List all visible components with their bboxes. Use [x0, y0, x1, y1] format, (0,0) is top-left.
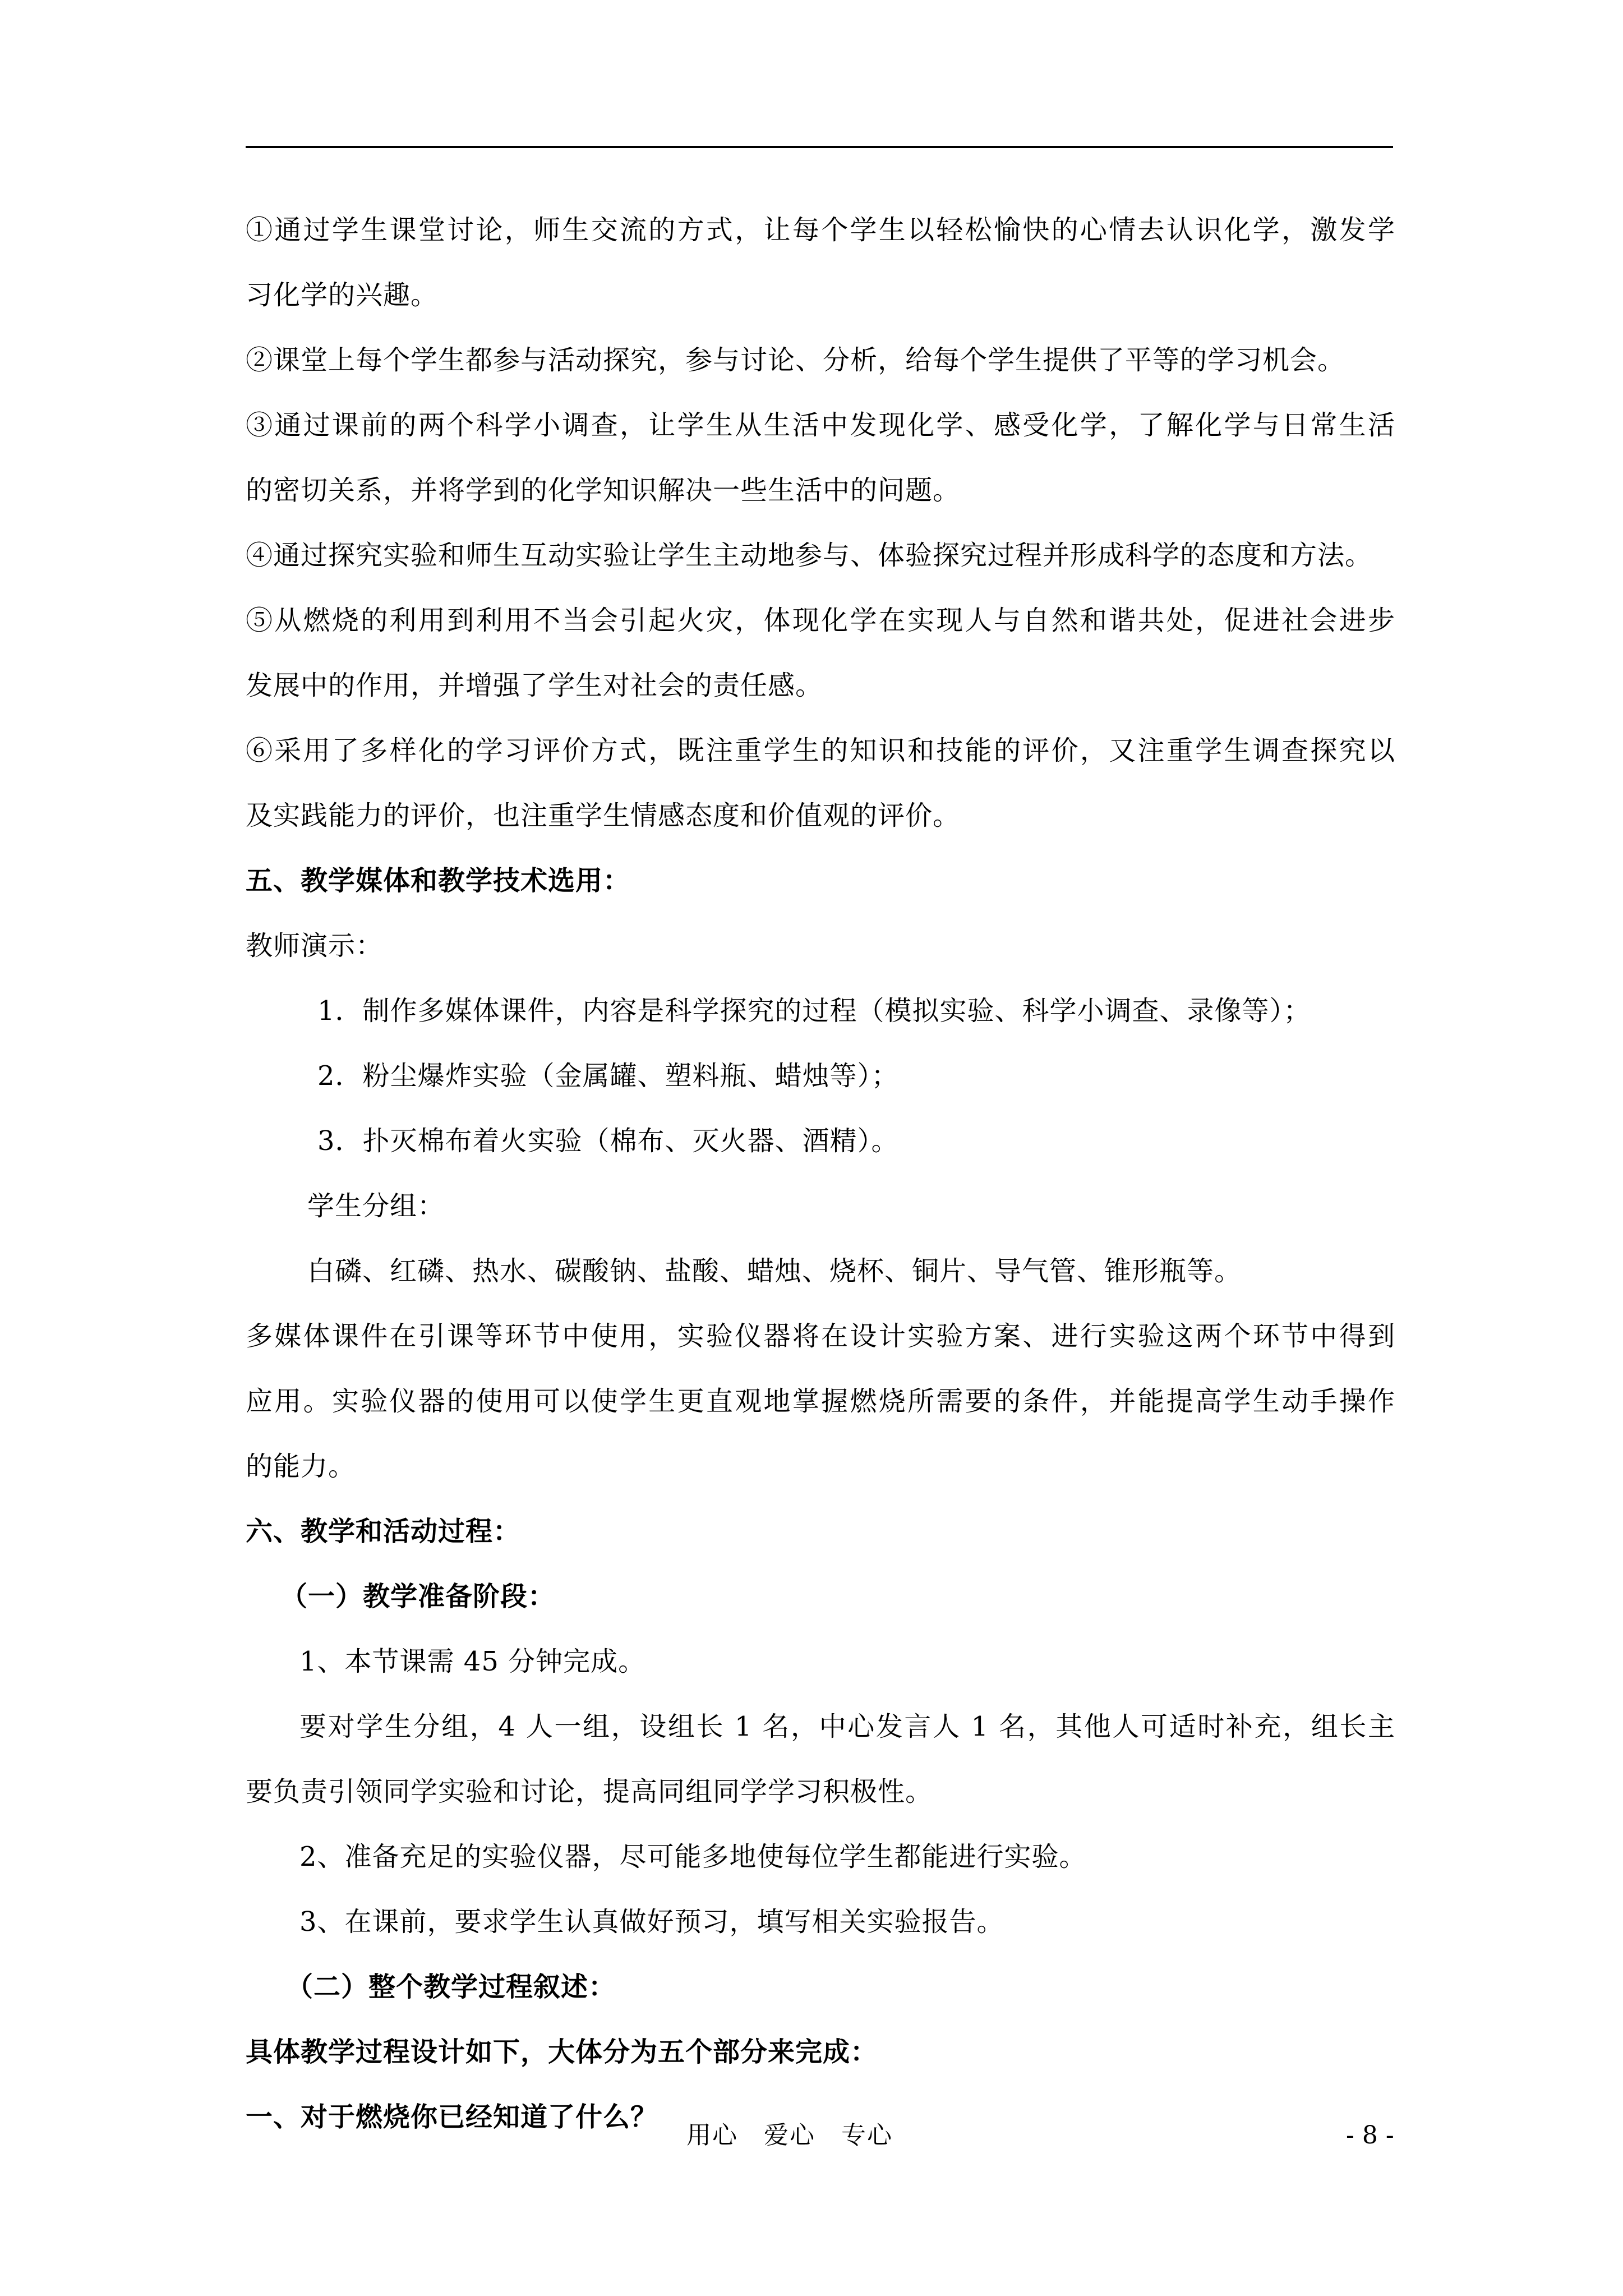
page-number: - 8 - — [1346, 2121, 1394, 2150]
paragraph-line: ②课堂上每个学生都参与活动探究，参与讨论、分析，给每个学生提供了平等的学习机会。 — [246, 344, 1345, 376]
paragraph-line: 习化学的兴趣。 — [246, 279, 439, 311]
paragraph-line: 白磷、红磷、热水、碳酸钠、盐酸、蜡烛、烧杯、铜片、导气管、锥形瓶等。 — [307, 1255, 1242, 1287]
paragraph-line: 的密切关系，并将学到的化学知识解决一些生活中的问题。 — [246, 475, 961, 506]
paragraph-line: 学生分组： — [307, 1190, 445, 1222]
paragraph-line: 多媒体课件在引课等环节中使用，实验仪器将在设计实验方案、进行实验这两个环节中得到 — [246, 1320, 1395, 1352]
subsection-heading: （一）教学准备阶段： — [280, 1581, 556, 1612]
paragraph-line: 要负责引领同学实验和讨论，提高同组同学学习积极性。 — [246, 1776, 933, 1807]
paragraph-line: 3、在课前，要求学生认真做好预习，填写相关实验报告。 — [299, 1906, 1004, 1938]
paragraph-line: ③通过课前的两个科学小调查，让学生从生活中发现化学、感受化学，了解化学与日常生活 — [246, 409, 1395, 441]
paragraph-line: 及实践能力的评价，也注重学生情感态度和价值观的评价。 — [246, 800, 961, 831]
page-body — [246, 197, 1395, 2150]
paragraph-line: ④通过探究实验和师生互动实验让学生主动地参与、体验探究过程并形成科学的态度和方法。 — [246, 540, 1373, 571]
paragraph-line: ⑥采用了多样化的学习评价方式，既注重学生的知识和技能的评价，又注重学生调查探究以 — [246, 735, 1395, 766]
list-item: 3．扑灭棉布着火实验（棉布、灭火器、酒精）。 — [317, 1125, 899, 1157]
list-item: 2．粉尘爆炸实验（金属罐、塑料瓶、蜡烛等）； — [317, 1060, 899, 1092]
paragraph-line: ①通过学生课堂讨论，师生交流的方式，让每个学生以轻松愉快的心情去认识化学，激发学 — [246, 214, 1395, 246]
list-item: 1．制作多媒体课件，内容是科学探究的过程（模拟实验、科学小调查、录像等）； — [317, 995, 1311, 1027]
paragraph-line: ⑤从燃烧的利用到利用不当会引起火灾，体现化学在实现人与自然和谐共处，促进社会进步 — [246, 605, 1395, 636]
section-heading: 具体教学过程设计如下，大体分为五个部分来完成： — [246, 2036, 878, 2068]
paragraph-line: 应用。实验仪器的使用可以使学生更直观地掌握燃烧所需要的条件，并能提高学生动手操作 — [246, 1386, 1395, 1417]
section-heading: 一、对于燃烧你已经知道了什么？ — [246, 2101, 658, 2133]
paragraph-line: 的能力。 — [246, 1451, 356, 1482]
paragraph-line: 2、准备充足的实验仪器，尽可能多地使每位学生都能进行实验。 — [299, 1841, 1087, 1872]
footer-motto: 用心 爱心 专心 — [686, 2121, 893, 2150]
paragraph-line: 发展中的作用，并增强了学生对社会的责任感。 — [246, 670, 823, 701]
paragraph-line: 要对学生分组，4 人一组，设组长 1 名，中心发言人 1 名，其他人可适时补充，组长主 — [299, 1711, 1395, 1742]
paragraph-line: 1、本节课需 45 分钟完成。 — [299, 1646, 646, 1677]
header-rule — [246, 146, 1393, 148]
section-heading: 五、教学媒体和教学技术选用： — [246, 865, 631, 896]
subsection-heading: （二）整个教学过程叙述： — [286, 1971, 616, 2003]
paragraph-line: 教师演示： — [246, 930, 384, 961]
section-heading: 六、教学和活动过程： — [246, 1516, 521, 1547]
